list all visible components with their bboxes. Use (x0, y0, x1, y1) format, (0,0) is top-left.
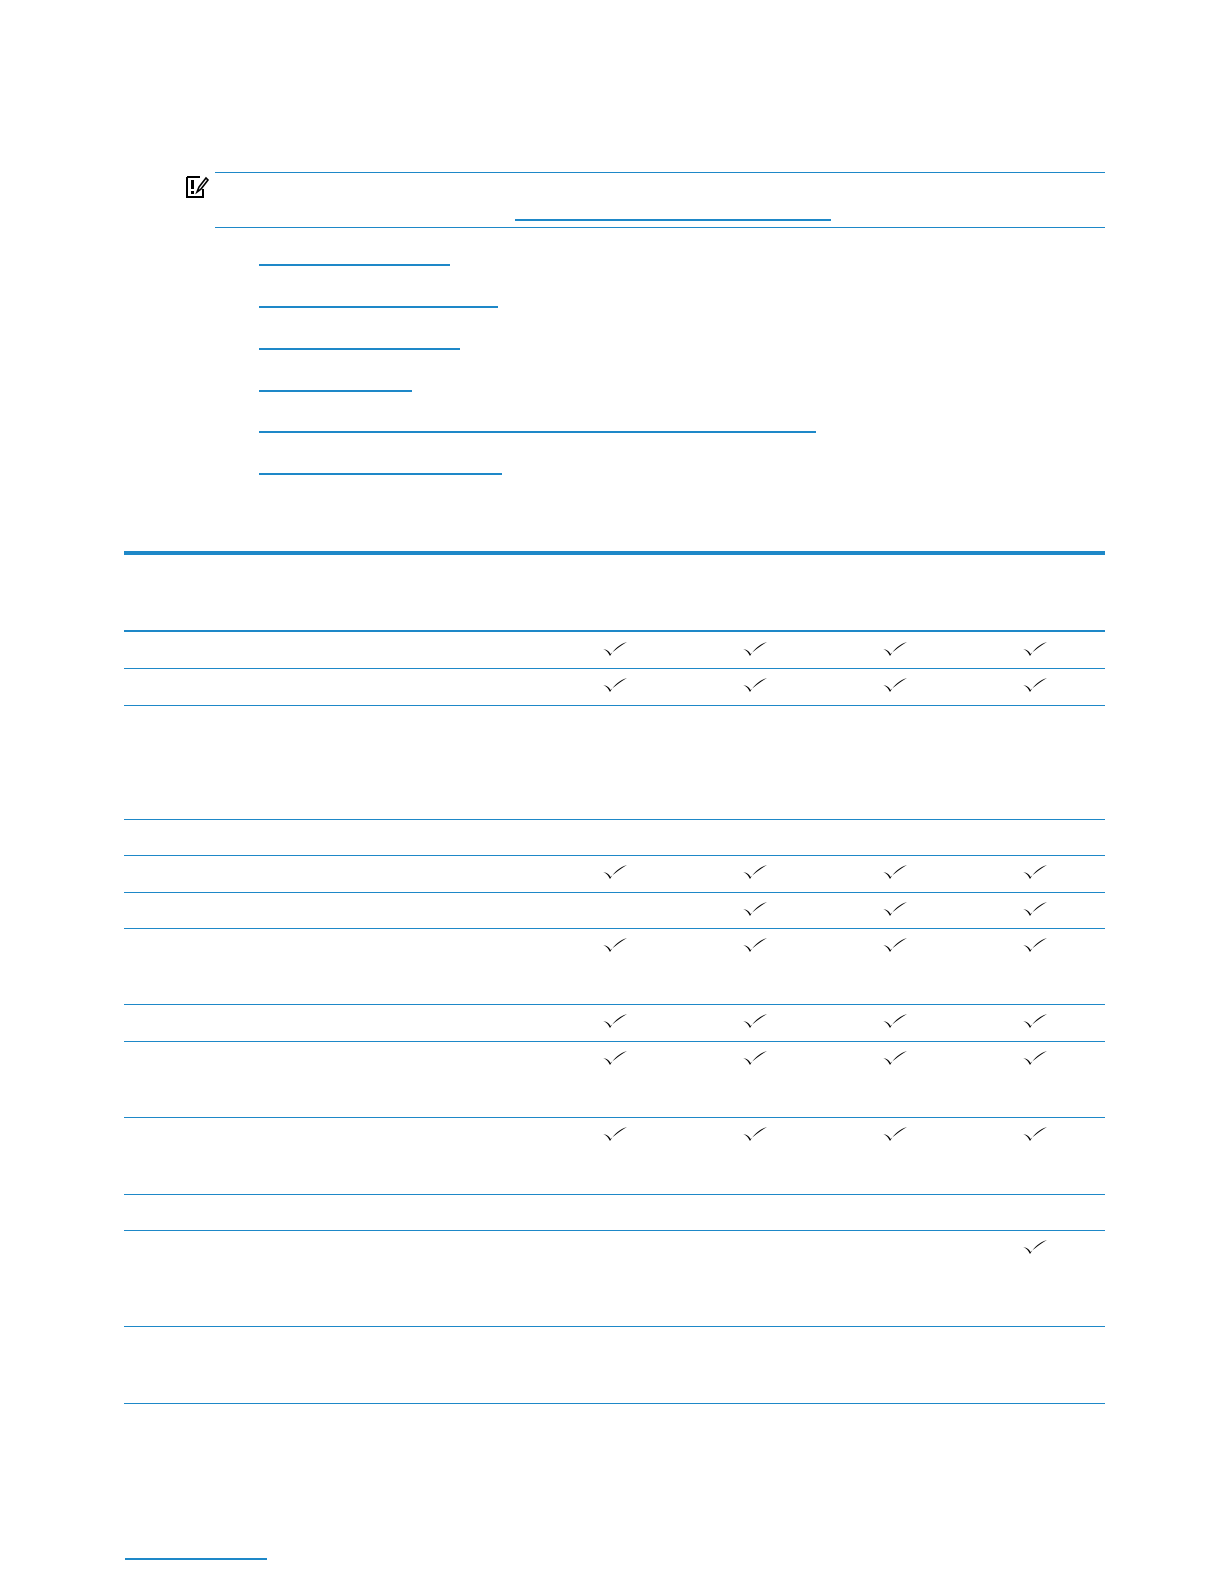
table-header-rule (124, 630, 1105, 632)
table-row-rule (124, 855, 1105, 856)
checkmark-icon (1022, 641, 1048, 657)
checkmark-icon (1022, 937, 1048, 953)
section-link-6[interactable] (259, 473, 502, 475)
table-row-rule (124, 1403, 1105, 1404)
checkmark-icon (882, 901, 908, 917)
checkmark-icon (602, 677, 628, 693)
note-top-rule (215, 172, 1105, 173)
checkmark-icon (1022, 864, 1048, 880)
checkmark-icon (742, 1126, 768, 1142)
checkmark-icon (882, 1013, 908, 1029)
checkmark-icon (882, 641, 908, 657)
checkmark-icon (602, 937, 628, 953)
checkmark-icon (742, 641, 768, 657)
checkmark-icon (882, 937, 908, 953)
checkmark-icon (882, 1126, 908, 1142)
section-link-5[interactable] (259, 431, 816, 433)
checkmark-icon (602, 864, 628, 880)
checkmark-icon (742, 901, 768, 917)
table-row-rule (124, 928, 1105, 929)
note-link[interactable] (515, 219, 831, 221)
checkmark-icon (1022, 1239, 1048, 1255)
section-link-3[interactable] (259, 348, 460, 350)
checkmark-icon (742, 1013, 768, 1029)
important-note-icon (185, 175, 209, 199)
table-row-rule (124, 819, 1105, 820)
checkmark-icon (742, 1050, 768, 1066)
checkmark-icon (602, 641, 628, 657)
table-row-rule (124, 1230, 1105, 1231)
checkmark-icon (882, 677, 908, 693)
section-link-4[interactable] (259, 390, 412, 392)
checkmark-icon (742, 937, 768, 953)
checkmark-icon (602, 1126, 628, 1142)
note-bottom-rule (215, 227, 1105, 228)
table-row-rule (124, 1194, 1105, 1195)
section-link-2[interactable] (259, 306, 498, 308)
footer-link[interactable] (125, 1558, 267, 1560)
table-top-rule (124, 551, 1105, 555)
checkmark-icon (602, 1013, 628, 1029)
checkmark-icon (882, 864, 908, 880)
checkmark-icon (742, 677, 768, 693)
checkmark-icon (1022, 1050, 1048, 1066)
checkmark-icon (1022, 677, 1048, 693)
checkmark-icon (602, 1050, 628, 1066)
table-row-rule (124, 892, 1105, 893)
table-row-rule (124, 1004, 1105, 1005)
table-row-rule (124, 1117, 1105, 1118)
checkmark-icon (1022, 1013, 1048, 1029)
table-row-rule (124, 668, 1105, 669)
table-row-rule (124, 1326, 1105, 1327)
checkmark-icon (742, 864, 768, 880)
section-link-1[interactable] (259, 264, 450, 266)
checkmark-icon (882, 1050, 908, 1066)
table-row-rule (124, 1041, 1105, 1042)
checkmark-icon (1022, 901, 1048, 917)
checkmark-icon (1022, 1126, 1048, 1142)
table-row-rule (124, 705, 1105, 706)
